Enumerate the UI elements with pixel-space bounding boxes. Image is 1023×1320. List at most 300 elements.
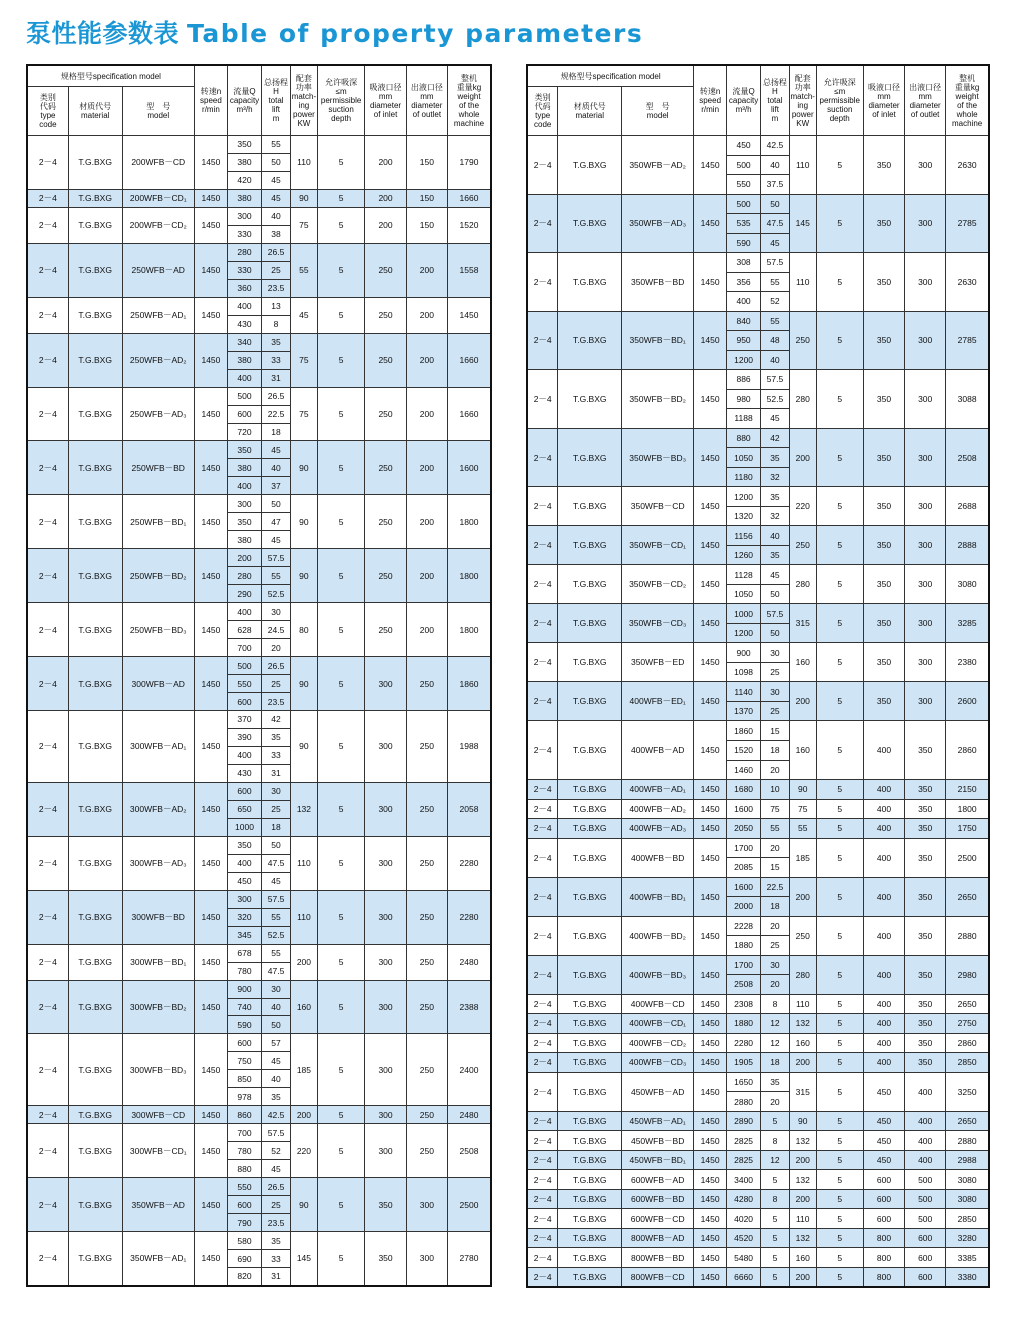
speed-cell: 1450 — [694, 1209, 727, 1229]
outlet-header-line: mm — [918, 91, 932, 101]
weight-cell: 1660 — [448, 333, 491, 387]
inlet-diameter-cell: 350 — [863, 526, 904, 565]
head-cell: 50 — [262, 495, 291, 513]
type-code-cell: 2－4 — [527, 1189, 558, 1209]
head-cell: 5 — [761, 1228, 790, 1248]
inlet-diameter-cell: 300 — [365, 1124, 406, 1178]
material-cell: T.G.BXG — [558, 838, 622, 877]
power-cell: 110 — [290, 890, 317, 944]
suction-depth-cell: 5 — [816, 565, 863, 604]
capacity-cell: 690 — [227, 1250, 261, 1268]
model-header-line: model — [147, 111, 170, 120]
material-cell: T.G.BXG — [68, 243, 122, 297]
speed-cell: 1450 — [194, 495, 227, 549]
weight-cell: 2980 — [946, 955, 989, 994]
inlet-diameter-cell: 450 — [863, 1150, 904, 1170]
head-cell: 23.5 — [262, 693, 291, 711]
model-cell: 350WFB－AD₁ — [122, 1232, 194, 1286]
power-header-line: 配套 — [295, 73, 312, 83]
suction-depth-cell: 5 — [317, 711, 365, 783]
inlet-diameter-cell: 600 — [863, 1189, 904, 1209]
inlet-diameter-cell: 800 — [863, 1228, 904, 1248]
capacity-cell: 1860 — [727, 721, 761, 741]
head-header-line: total — [767, 96, 783, 105]
table-row — [27, 136, 491, 154]
speed-cell: 1450 — [194, 243, 227, 297]
suction-header — [317, 65, 365, 136]
model-cell: 450WFB－BD₁ — [622, 1150, 694, 1170]
power-cell: 75 — [290, 387, 317, 441]
type-code-cell: 2－4 — [527, 1228, 558, 1248]
speed-cell: 1450 — [694, 780, 727, 800]
head-cell: 12 — [761, 1014, 790, 1034]
header-row-1 — [27, 65, 491, 87]
suction-depth-cell: 5 — [816, 370, 863, 429]
outlet-diameter-cell: 300 — [905, 428, 946, 487]
outlet-header-line: diameter — [909, 100, 941, 110]
head-cell: 25 — [761, 662, 790, 682]
inlet-diameter-cell: 450 — [863, 1072, 904, 1111]
power-cell: 80 — [290, 603, 317, 657]
weight-cell: 2280 — [448, 890, 491, 944]
head-cell: 50 — [262, 153, 291, 171]
capacity-cell: 750 — [227, 1052, 261, 1070]
outlet-diameter-cell: 300 — [905, 604, 946, 643]
head-cell: 40 — [262, 207, 291, 225]
power-cell: 315 — [789, 604, 816, 643]
weight-header-line: machine — [453, 118, 485, 128]
head-cell: 45 — [262, 441, 291, 459]
speed-cell: 1450 — [194, 1106, 227, 1124]
material-cell: T.G.BXG — [558, 565, 622, 604]
speed-cell: 1450 — [694, 1033, 727, 1053]
suction-depth-cell: 5 — [816, 643, 863, 682]
head-cell: 25 — [761, 701, 790, 721]
material-cell: T.G.BXG — [558, 682, 622, 721]
table-row — [527, 994, 989, 1014]
table-row — [527, 604, 989, 624]
model-cell: 350WFB－BD — [622, 253, 694, 312]
inlet-header-line: 吸液口径 — [868, 82, 900, 92]
inlet-diameter-cell: 300 — [365, 1106, 406, 1124]
weight-cell: 1988 — [448, 711, 491, 783]
speed-cell: 1450 — [694, 682, 727, 721]
type-code-cell: 2－4 — [27, 657, 68, 711]
speed-header-line: r/min — [701, 105, 720, 114]
speed-header-line: 转速n — [699, 87, 721, 96]
capacity-cell: 1520 — [727, 740, 761, 760]
outlet-diameter-cell: 300 — [905, 370, 946, 429]
power-header — [789, 65, 816, 136]
head-cell: 20 — [262, 639, 291, 657]
type-code-cell: 2－4 — [527, 1248, 558, 1268]
outlet-diameter-cell: 300 — [905, 565, 946, 604]
suction-depth-cell: 5 — [317, 603, 365, 657]
power-header-line: KW — [297, 118, 311, 128]
capacity-cell: 980 — [727, 389, 761, 409]
head-cell: 30 — [262, 603, 291, 621]
type-code-cell: 2－4 — [527, 838, 558, 877]
inlet-diameter-cell: 800 — [863, 1267, 904, 1287]
material-cell: T.G.BXG — [68, 333, 122, 387]
power-cell: 132 — [789, 1131, 816, 1151]
capacity-cell: 1000 — [727, 604, 761, 624]
speed-cell: 1450 — [194, 711, 227, 783]
power-cell: 160 — [789, 643, 816, 682]
outlet-diameter-cell: 300 — [905, 487, 946, 526]
material-cell: T.G.BXG — [68, 603, 122, 657]
capacity-cell: 550 — [227, 675, 261, 693]
capacity-cell: 390 — [227, 728, 261, 746]
type-code-cell: 2－4 — [527, 819, 558, 839]
head-cell: 30 — [262, 782, 291, 800]
weight-cell: 2860 — [946, 721, 989, 780]
power-cell: 200 — [290, 1106, 317, 1124]
suction-depth-cell: 5 — [816, 1189, 863, 1209]
type-code-cell: 2－4 — [527, 487, 558, 526]
weight-cell: 2880 — [946, 1131, 989, 1151]
weight-cell: 2850 — [946, 1053, 989, 1073]
speed-cell: 1450 — [194, 207, 227, 243]
suction-depth-cell: 5 — [816, 877, 863, 916]
model-header — [622, 87, 694, 136]
capacity-cell: 4520 — [727, 1228, 761, 1248]
suction-depth-cell: 5 — [317, 297, 365, 333]
capacity-cell: 590 — [727, 233, 761, 253]
capacity-cell: 1180 — [727, 467, 761, 487]
suction-depth-cell: 5 — [816, 1248, 863, 1268]
material-cell: T.G.BXG — [558, 1228, 622, 1248]
capacity-cell: 628 — [227, 621, 261, 639]
type-code-cell: 2－4 — [27, 549, 68, 603]
head-header-line: total — [268, 96, 284, 105]
capacity-cell: 200 — [227, 549, 261, 567]
speed-cell: 1450 — [694, 1189, 727, 1209]
inlet-diameter-cell: 400 — [863, 994, 904, 1014]
head-cell: 32 — [761, 506, 790, 526]
power-cell: 132 — [290, 782, 317, 836]
material-cell: T.G.BXG — [558, 994, 622, 1014]
inlet-diameter-cell: 250 — [365, 243, 406, 297]
speed-cell: 1450 — [194, 603, 227, 657]
model-cell: 400WFB－BD₂ — [622, 916, 694, 955]
suction-header-line: 允许吸深 — [325, 78, 358, 87]
head-cell: 57.5 — [262, 890, 291, 908]
capacity-cell: 308 — [727, 253, 761, 273]
capacity-cell: 450 — [727, 136, 761, 156]
outlet-header — [905, 65, 946, 136]
capacity-cell: 356 — [727, 272, 761, 292]
inlet-diameter-cell: 200 — [365, 207, 406, 243]
inlet-header-line: mm — [877, 91, 891, 101]
table-row — [27, 1034, 491, 1052]
material-cell: T.G.BXG — [68, 1232, 122, 1286]
power-header-line: power — [791, 109, 814, 119]
capacity-cell: 1000 — [227, 818, 261, 836]
capacity-cell: 900 — [227, 980, 261, 998]
type-code-cell: 2－4 — [527, 1111, 558, 1131]
capacity-cell: 600 — [227, 782, 261, 800]
inlet-diameter-cell: 200 — [365, 189, 406, 207]
material-cell: T.G.BXG — [68, 1124, 122, 1178]
outlet-diameter-cell: 300 — [905, 194, 946, 253]
speed-cell: 1450 — [694, 1248, 727, 1268]
speed-header — [694, 65, 727, 136]
type-code-cell: 2－4 — [527, 955, 558, 994]
suction-header-line: depth — [829, 114, 850, 123]
head-cell: 33 — [262, 746, 291, 764]
head-header-line: H — [772, 87, 778, 96]
inlet-header — [365, 65, 406, 136]
speed-cell: 1450 — [194, 297, 227, 333]
inlet-diameter-cell: 350 — [863, 311, 904, 370]
model-header — [122, 87, 194, 136]
material-cell: T.G.BXG — [68, 1034, 122, 1106]
capacity-cell: 600 — [227, 693, 261, 711]
inlet-header-line: diameter — [868, 100, 900, 110]
model-cell: 300WFB－AD₃ — [122, 836, 194, 890]
model-cell: 300WFB－AD₁ — [122, 711, 194, 783]
table-row — [527, 136, 989, 156]
weight-header-line: whole — [458, 109, 480, 119]
head-cell: 18 — [262, 818, 291, 836]
table-row — [527, 721, 989, 741]
capacity-cell: 1320 — [727, 506, 761, 526]
table-row — [27, 782, 491, 800]
outlet-header-line: of outlet — [412, 109, 442, 119]
material-cell: T.G.BXG — [558, 1189, 622, 1209]
inlet-diameter-cell: 400 — [863, 1053, 904, 1073]
model-cell: 250WFB－BD₂ — [122, 549, 194, 603]
suction-depth-cell: 5 — [816, 682, 863, 721]
type-code-cell: 2－4 — [527, 1072, 558, 1111]
table-row — [27, 495, 491, 513]
type-code-cell: 2－4 — [27, 836, 68, 890]
inlet-diameter-cell: 300 — [365, 657, 406, 711]
suction-depth-cell: 5 — [816, 1033, 863, 1053]
table-row — [27, 1106, 491, 1124]
model-cell: 250WFB－BD₁ — [122, 495, 194, 549]
outlet-diameter-cell: 300 — [905, 311, 946, 370]
capacity-cell: 1650 — [727, 1072, 761, 1092]
speed-cell: 1450 — [194, 1034, 227, 1106]
speed-cell: 1450 — [694, 370, 727, 429]
outlet-diameter-cell: 200 — [406, 549, 447, 603]
head-cell: 35 — [262, 333, 291, 351]
type-code-cell: 2－4 — [27, 243, 68, 297]
speed-cell: 1450 — [194, 441, 227, 495]
table-row — [527, 1150, 989, 1170]
weight-cell: 2480 — [448, 944, 491, 980]
capacity-cell: 1156 — [727, 526, 761, 546]
power-cell: 185 — [789, 838, 816, 877]
capacity-cell: 330 — [227, 261, 261, 279]
head-cell: 18 — [761, 897, 790, 917]
capacity-cell: 400 — [727, 292, 761, 312]
weight-cell: 2600 — [946, 682, 989, 721]
model-cell: 300WFB－AD — [122, 657, 194, 711]
inlet-diameter-cell: 250 — [365, 387, 406, 441]
capacity-cell: 1200 — [727, 623, 761, 643]
capacity-cell: 3400 — [727, 1170, 761, 1190]
capacity-cell: 535 — [727, 214, 761, 234]
inlet-diameter-cell: 400 — [863, 1014, 904, 1034]
type-code-cell: 2－4 — [27, 782, 68, 836]
table-row — [27, 603, 491, 621]
head-cell: 42.5 — [761, 136, 790, 156]
type-code-cell: 2－4 — [27, 387, 68, 441]
outlet-diameter-cell: 400 — [905, 1150, 946, 1170]
speed-cell: 1450 — [694, 1072, 727, 1111]
head-cell: 30 — [262, 980, 291, 998]
outlet-diameter-cell: 350 — [905, 916, 946, 955]
head-cell: 18 — [761, 1053, 790, 1073]
speed-cell: 1450 — [694, 819, 727, 839]
head-cell: 35 — [761, 487, 790, 507]
head-cell: 38 — [262, 225, 291, 243]
outlet-diameter-cell: 400 — [905, 1111, 946, 1131]
weight-cell: 3080 — [946, 1170, 989, 1190]
speed-cell: 1450 — [694, 604, 727, 643]
power-cell: 200 — [789, 1053, 816, 1073]
table-row — [27, 243, 491, 261]
outlet-diameter-cell: 350 — [905, 1053, 946, 1073]
outlet-header-line: mm — [420, 91, 434, 101]
weight-cell: 2650 — [946, 1111, 989, 1131]
capacity-cell: 350 — [227, 441, 261, 459]
title-en: Table of property parameters — [187, 19, 644, 48]
head-cell: 20 — [761, 1092, 790, 1112]
material-cell: T.G.BXG — [558, 1150, 622, 1170]
inlet-diameter-cell: 350 — [863, 643, 904, 682]
type-code-cell: 2－4 — [527, 1053, 558, 1073]
weight-cell: 1800 — [946, 799, 989, 819]
suction-depth-cell: 5 — [816, 721, 863, 780]
weight-cell: 1558 — [448, 243, 491, 297]
capacity-cell: 350 — [227, 513, 261, 531]
weight-cell: 2508 — [946, 428, 989, 487]
table-row — [27, 297, 491, 315]
capacity-cell: 2000 — [727, 897, 761, 917]
suction-depth-cell: 5 — [317, 136, 365, 190]
header-row-1 — [527, 65, 989, 87]
suction-depth-cell: 5 — [816, 1228, 863, 1248]
material-cell: T.G.BXG — [558, 1170, 622, 1190]
model-cell: 300WFB－BD₁ — [122, 944, 194, 980]
inlet-diameter-cell: 300 — [365, 711, 406, 783]
material-header-line: 材质代号 — [573, 102, 606, 111]
capacity-cell: 500 — [227, 387, 261, 405]
type-code-header-line: 类别 — [534, 93, 551, 102]
material-cell: T.G.BXG — [558, 370, 622, 429]
head-header — [262, 65, 291, 136]
inlet-diameter-cell: 250 — [365, 297, 406, 333]
material-cell: T.G.BXG — [558, 136, 622, 195]
type-code-cell: 2－4 — [27, 189, 68, 207]
head-header-line: lift — [770, 105, 779, 114]
head-cell: 30 — [761, 955, 790, 975]
material-cell: T.G.BXG — [558, 721, 622, 780]
model-cell: 300WFB－BD — [122, 890, 194, 944]
material-cell: T.G.BXG — [558, 1053, 622, 1073]
model-cell: 350WFB－ED — [622, 643, 694, 682]
capacity-cell: 2050 — [727, 819, 761, 839]
capacity-cell: 1140 — [727, 682, 761, 702]
head-cell: 8 — [761, 1131, 790, 1151]
table-row — [527, 370, 989, 390]
power-cell: 200 — [789, 682, 816, 721]
table-row — [527, 1053, 989, 1073]
power-cell: 90 — [789, 1111, 816, 1131]
speed-header-line: 转速n — [200, 87, 222, 96]
inlet-diameter-cell: 350 — [863, 136, 904, 195]
suction-depth-cell: 5 — [816, 1267, 863, 1287]
head-cell: 52.5 — [262, 926, 291, 944]
outlet-diameter-cell: 300 — [406, 1232, 447, 1286]
capacity-cell: 650 — [227, 800, 261, 818]
speed-cell: 1450 — [694, 487, 727, 526]
model-cell: 400WFB－BD — [622, 838, 694, 877]
outlet-header-line: 出液口径 — [410, 82, 443, 92]
page-title — [26, 14, 643, 50]
material-cell: T.G.BXG — [68, 1106, 122, 1124]
capacity-cell: 500 — [727, 155, 761, 175]
capacity-cell: 2228 — [727, 916, 761, 936]
suction-depth-cell: 5 — [816, 487, 863, 526]
power-cell: 160 — [789, 1033, 816, 1053]
suction-depth-cell: 5 — [317, 944, 365, 980]
table-row — [527, 1170, 989, 1190]
head-cell: 47 — [262, 513, 291, 531]
model-cell: 350WFB－BD₂ — [622, 370, 694, 429]
head-cell: 33 — [262, 1250, 291, 1268]
suction-depth-cell: 5 — [816, 780, 863, 800]
weight-cell: 2785 — [946, 194, 989, 253]
capacity-cell: 400 — [227, 854, 261, 872]
speed-cell: 1450 — [694, 565, 727, 604]
table-row — [527, 311, 989, 331]
capacity-header-line: m³/h — [735, 105, 752, 114]
head-cell: 45 — [262, 531, 291, 549]
outlet-diameter-cell: 150 — [406, 136, 447, 190]
material-cell: T.G.BXG — [68, 495, 122, 549]
model-cell: 200WFB－CD₁ — [122, 189, 194, 207]
power-cell: 55 — [789, 819, 816, 839]
model-cell: 800WFB－AD — [622, 1228, 694, 1248]
inlet-diameter-cell: 300 — [365, 782, 406, 836]
head-cell: 52.5 — [262, 585, 291, 603]
head-cell: 25 — [262, 261, 291, 279]
speed-cell: 1450 — [694, 838, 727, 877]
weight-cell: 2780 — [448, 1232, 491, 1286]
capacity-cell: 820 — [227, 1268, 261, 1286]
table-row — [27, 387, 491, 405]
weight-header-line: weight — [955, 91, 979, 101]
material-cell: T.G.BXG — [68, 549, 122, 603]
outlet-diameter-cell: 350 — [905, 994, 946, 1014]
capacity-cell: 860 — [227, 1106, 261, 1124]
suction-depth-cell: 5 — [816, 1072, 863, 1111]
inlet-diameter-cell: 400 — [863, 799, 904, 819]
inlet-header — [863, 65, 904, 136]
head-cell: 18 — [761, 740, 790, 760]
table-row — [527, 428, 989, 448]
power-cell: 160 — [789, 1248, 816, 1268]
table-row — [527, 780, 989, 800]
weight-cell: 1800 — [448, 603, 491, 657]
type-code-cell: 2－4 — [527, 370, 558, 429]
table-row — [27, 980, 491, 998]
